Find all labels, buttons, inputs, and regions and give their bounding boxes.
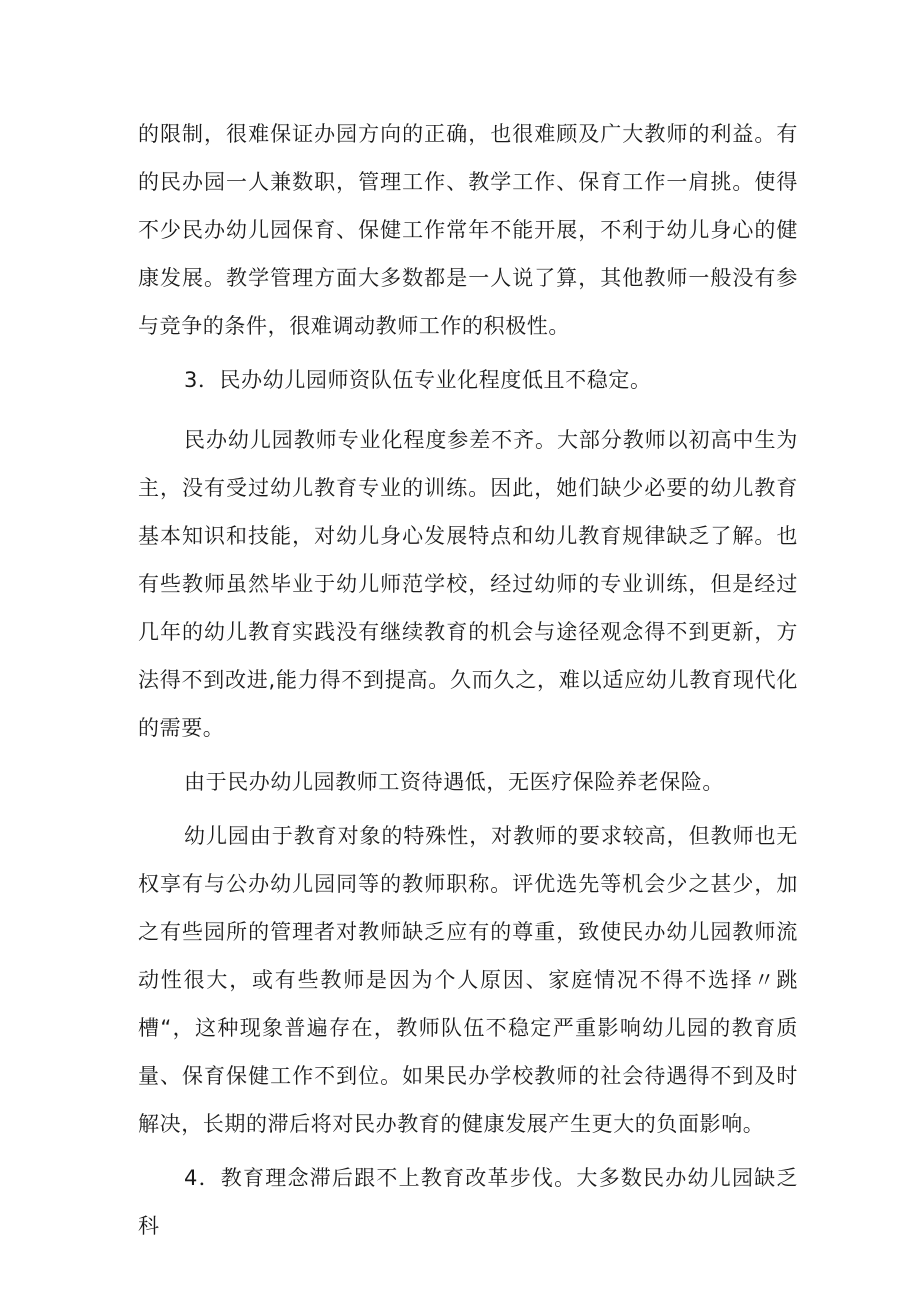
paragraph-teacher-turnover: 幼儿园由于教育对象的特殊性，对教师的要求较高，但教师也无权享有与公办幼儿园同等的教师职称。评优选先等机会少之甚少，加之有些园所的管理者对教师缺乏应有的尊重，致使民办幼儿园教师流动性很大，或有些教师是因为个人原因、家庭情况不得不选择〃跳槽“，这种现象普遍存在，教师队伍不稳定严重影响幼儿园的教育质量、保育保健工作不到位。如果民办学校教师的社会待遇得不到及时解决，长期的滞后将对民办教育的健康发展产生更大的负面影响。	[138, 824, 798, 1136]
section-heading-4: 4．教育理念滞后跟不上教育改革步伐。大多数民办幼儿园缺乏科	[138, 1166, 798, 1238]
paragraph-management-limits: 的限制，很难保证办园方向的正确，也很难顾及广大教师的利益。有的民办园一人兼数职，管理工作、教学工作、保育工作一肩挑。使得不少民办幼儿园保育、保健工作常年不能开展，不利于幼儿身心的健康发展。教学管理方面大多数都是一人说了算，其他教师一般没有参与竞争的条件，很难调动教师工作的积极性。	[138, 122, 798, 338]
paragraph-teacher-professionalism: 民办幼儿园教师专业化程度参差不齐。大部分教师以初高中生为主，没有受过幼儿教育专业的训练。因此，她们缺少必要的幼儿教育基本知识和技能，对幼儿身心发展特点和幼儿教育规律缺乏了解。也有些教师虽然毕业于幼儿师范学校，经过幼师的专业训练，但是经过几年的幼儿教育实践没有继续教育的机会与途径观念得不到更新，方法得不到改进,能力得不到提高。久而久之，难以适应幼儿教育现代化的需要。	[138, 428, 798, 740]
paragraph-low-wages: 由于民办幼儿园教师工资待遇低，无医疗保险养老保险。	[184, 770, 724, 794]
document-body	[138, 110, 798, 1250]
section-heading-3: 3．民办幼儿园师资队伍专业化程度低且不稳定。	[184, 368, 652, 392]
